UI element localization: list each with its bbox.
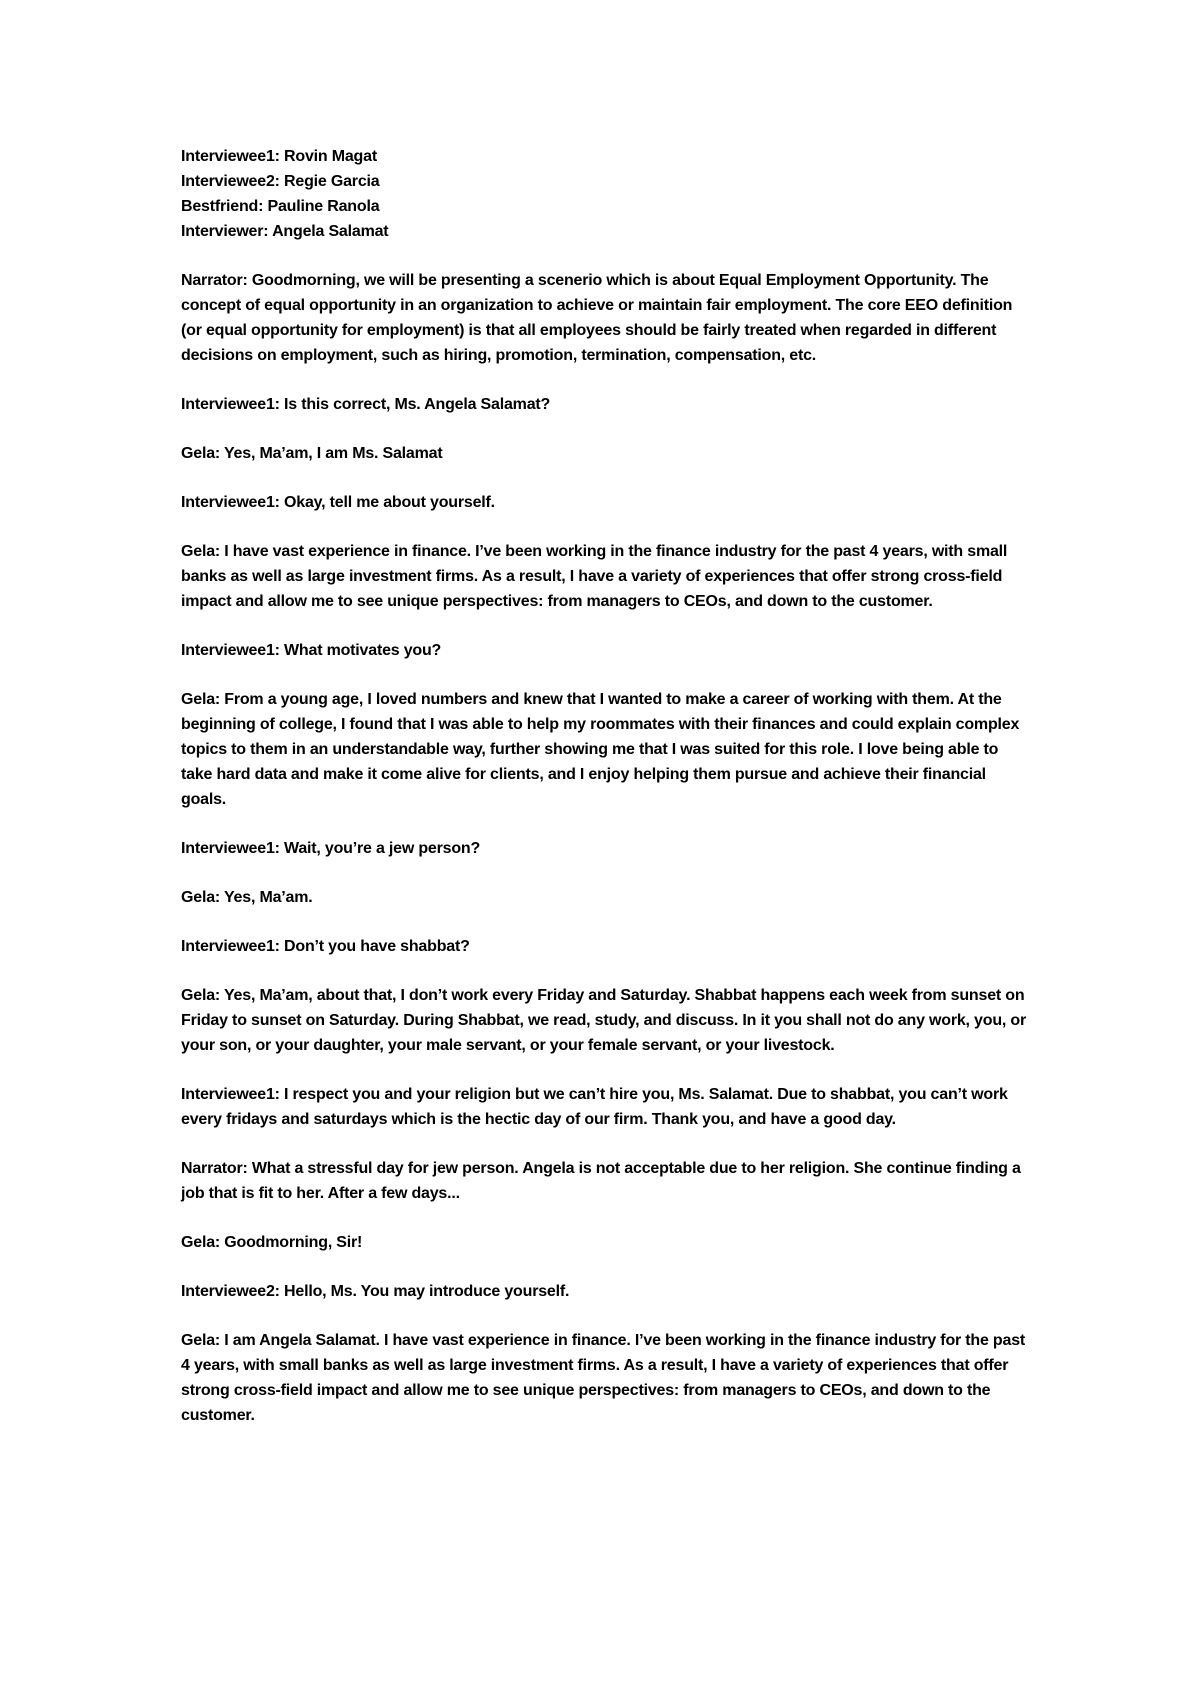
dialogue-line: Gela: I am Angela Salamat. I have vast experience in finance. I’ve been working in the finance industry for the past 4 years, with small banks as well as large investment firms. As a result, I have a variety of experiences that offer strong cross-field impact and allow me to see unique perspectives: from managers to CEOs, and down to the customer. [181, 1332, 1026, 1424]
dialogue-line: Interviewee1: Don’t you have shabbat? [181, 938, 470, 955]
dialogue-line: Gela: I have vast experience in finance. I’ve been working in the finance industry for the past 4 years, with small banks as well as large investment firms. As a result, I have a variety of experiences that offer strong cross-field impact and allow me to see unique perspectives: from managers to CEOs, and down to the customer. [181, 543, 1008, 610]
dialogue-line: Gela: Goodmorning, Sir! [181, 1234, 363, 1251]
dialogue-line: Interviewee1: Wait, you’re a jew person? [181, 840, 481, 857]
dialogue-line: Gela: Yes, Ma’am, about that, I don’t work every Friday and Saturday. Shabbat happens each week from sunset on Friday to sunset on Saturday. During Shabbat, we read, study, and discuss. In it you shall not do any work, you, or your son, or your daughter, your male servant, or your female servant, or your livestock. [181, 987, 1026, 1054]
dialogue-line: Interviewee2: Hello, Ms. You may introduce yourself. [181, 1283, 570, 1300]
cast-line: Interviewer: Angela Salamat [181, 223, 389, 240]
cast-line: Interviewee1: Rovin Magat [181, 148, 377, 165]
dialogue-line: Interviewee1: Is this correct, Ms. Angela Salamat? [181, 396, 551, 413]
document-page [181, 144, 1031, 1428]
cast-line: Interviewee2: Regie Garcia [181, 173, 380, 190]
narrator-intro-paragraph: Narrator: Goodmorning, we will be presenting a scenerio which is about Equal Employment Opportunity. The concept of equal opportunity in an organization to achieve or maintain fair employment. The core EEO definition (or equal opportunity for employment) is that all employees should be fairly treated when regarded in different decisions on employment, such as hiring, promotion, termination, compensation, etc. [181, 272, 1013, 364]
cast-list [181, 144, 1031, 244]
dialogue-line: Gela: Yes, Ma’am, I am Ms. Salamat [181, 445, 443, 462]
narrator-paragraph: Narrator: What a stressful day for jew person. Angela is not acceptable due to her religion. She continue finding a job that is fit to her. After a few days... [181, 1160, 1021, 1202]
dialogue-line: Interviewee1: What motivates you? [181, 642, 442, 659]
dialogue-line: Interviewee1: I respect you and your religion but we can’t hire you, Ms. Salamat. Due to shabbat, you can’t work every fridays and saturdays which is the hectic day of our firm. Thank you, and have a good day. [181, 1086, 1008, 1128]
dialogue-line: Gela: Yes, Ma’am. [181, 889, 313, 906]
dialogue-line: Gela: From a young age, I loved numbers and knew that I wanted to make a career of working with them. At the beginning of college, I found that I was able to help my roommates with their finances and could explain complex topics to them in an understandable way, further showing me that I was suited for this role. I love being able to take hard data and make it come alive for clients, and I enjoy helping them pursue and achieve their financial goals. [181, 691, 1020, 808]
dialogue-line: Interviewee1: Okay, tell me about yourself. [181, 494, 495, 511]
cast-line: Bestfriend: Pauline Ranola [181, 198, 380, 215]
